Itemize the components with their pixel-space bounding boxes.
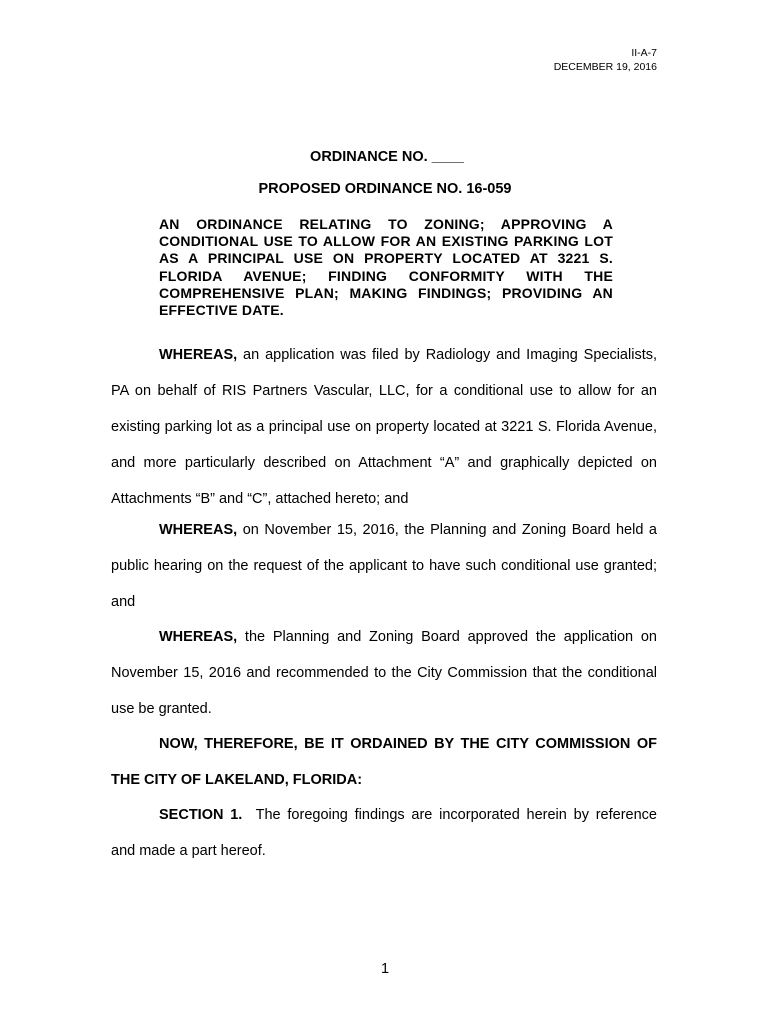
proposed-ordinance-number: PROPOSED ORDINANCE NO. 16-059 xyxy=(258,181,512,197)
whereas-text: on November 15, 2016, the Planning and Zoning Board held a public hearing on the request of the applicant to have such conditional use granted; and xyxy=(111,522,657,610)
whereas-lead: WHEREAS, xyxy=(159,629,238,645)
ordinance-number: ORDINANCE NO. ____ xyxy=(310,149,464,165)
header-date: DECEMBER 19, 2016 xyxy=(553,61,657,73)
whereas-text: an application was filed by Radiology and Imaging Specialists, PA on behalf of RIS Partners Vascular, LLC, for a conditional use to allow for an existing parking lot as a principal use on property located at 3221 S. Florida Avenue, and more particularly described on Attachment “A” and graphically depicted on Attachments “B” and “C”, attached hereto; and xyxy=(111,347,657,507)
whereas-lead: WHEREAS, xyxy=(159,522,238,538)
enacting-clause-text: NOW, THEREFORE, BE IT ORDAINED BY THE CITY COMMISSION OF THE CITY OF LAKELAND, FLORIDA: xyxy=(111,736,657,788)
section-1-lead: SECTION 1. xyxy=(159,807,243,823)
document-header xyxy=(554,46,657,74)
page-number: 1 xyxy=(380,961,390,977)
whereas-text: the Planning and Zoning Board approved the application on November 15, 2016 and recommended to the City Commission that the conditional use be granted. xyxy=(111,629,657,717)
ordinance-caption: AN ORDINANCE RELATING TO ZONING; APPROVING A CONDITIONAL USE TO ALLOW FOR AN EXISTING PARKING LOT AS A PRINCIPAL USE ON PROPERTY LOCATED AT 3221 S. FLORIDA AVENUE; FINDING CONFORMITY WITH THE COMPREHENSIVE PLAN; MAKING FINDINGS; PROVIDING AN EFFECTIVE DATE. xyxy=(159,216,613,319)
whereas-paragraph-1 xyxy=(111,337,657,517)
section-1-paragraph xyxy=(111,797,662,869)
whereas-paragraph-3 xyxy=(111,619,657,727)
enacting-clause xyxy=(111,726,657,798)
whereas-lead: WHEREAS, xyxy=(159,347,238,363)
whereas-paragraph-2 xyxy=(111,512,657,620)
agenda-item-code: II-A-7 xyxy=(631,47,657,59)
section-1-text: The foregoing findings are incorporated herein by reference and made a part hereof. xyxy=(111,807,662,859)
